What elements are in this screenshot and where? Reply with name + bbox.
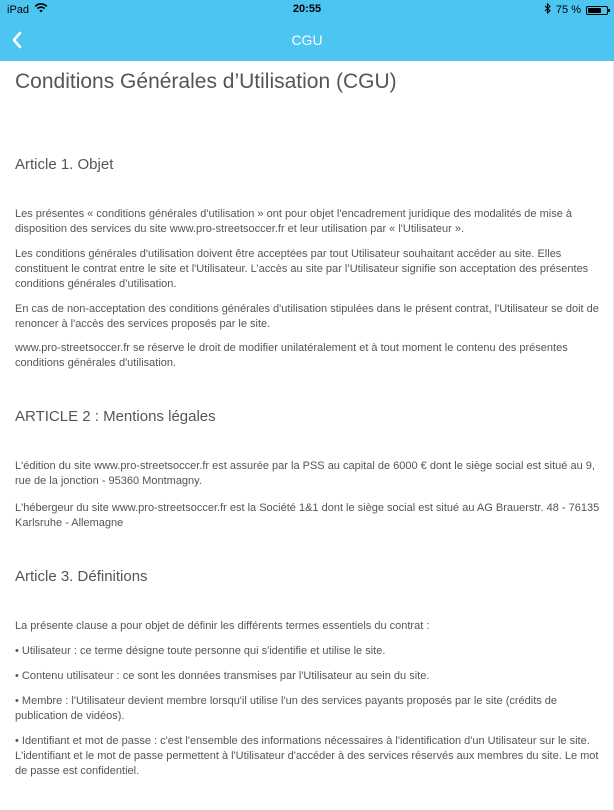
page-title: Conditions Générales d’Utilisation (CGU) xyxy=(15,70,397,93)
article-3-paragraph: La présente clause a pour objet de définir les différents termes essentiels du contrat : xyxy=(15,620,430,632)
article-1-paragraph: En cas de non-acceptation des conditions générales d'utilisation stipulées dans le présent contrat, l'Utilisateur se doit de renoncer à l'accès des services proposés par le site. xyxy=(15,303,599,330)
definition-item: • Membre : l'Utilisateur devient membre lorsqu'il utilise l'un des services payants proposés par le site (crédits de publication de vidéos). xyxy=(15,695,558,722)
definition-item: • Utilisateur : ce terme désigne toute personne qui s'identifie et utilise le site. xyxy=(15,645,386,657)
article-2-paragraph: L'hébergeur du site www.pro-streetsoccer.fr est la Société 1&1 dont le siège social est situé au AG Brauerstr. 48 - 76135 Karlsruhe - Allemagne xyxy=(15,502,600,529)
article-1-paragraph: Les conditions générales d'utilisation doivent être acceptées par tout Utilisateur souhaitant accéder au site. Elles constituent le contrat entre le site et l'Utilisateur. L’accès au site par l’Utilisateur signifie son acceptation des présentes conditions générales d’utilisation. xyxy=(15,248,589,290)
article-2-heading: ARTICLE 2 : Mentions légales xyxy=(15,408,216,425)
status-time: 20:55 xyxy=(292,3,322,15)
article-2-paragraph: L'édition du site www.pro-streetsoccer.fr est assurée par la PSS au capital de 6000 € dont le siège social est situé au 9, rue de la jonction - 95360 Montmagny. xyxy=(15,460,595,487)
device-name: iPad xyxy=(7,3,30,16)
definition-item: • Contenu utilisateur : ce sont les données transmises par l'Utilisateur au sein du site. xyxy=(15,670,430,682)
status-bar xyxy=(0,0,614,19)
battery-percentage: 75 % xyxy=(555,4,581,16)
battery-fill xyxy=(588,8,601,13)
article-1-heading: Article 1. Objet xyxy=(15,156,114,173)
nav-title: CGU xyxy=(291,32,323,48)
navigation-bar xyxy=(0,19,614,61)
article-3-heading: Article 3. Définitions xyxy=(15,568,148,585)
article-1-paragraph: Les présentes « conditions générales d'utilisation » ont pour objet l'encadrement juridique des modalités de mise à disposition des services du site www.pro-streetsoccer.fr et leur utilisation par « l'Utilisateur ». xyxy=(15,208,572,235)
battery-icon xyxy=(586,6,608,15)
article-1-paragraph: www.pro-streetsoccer.fr se réserve le droit de modifier unilatéralement et à tout moment le contenu des présentes conditions générales d'utilisation. xyxy=(15,342,568,369)
bluetooth-icon xyxy=(544,3,551,17)
definition-item: • Identifiant et mot de passe : c'est l'ensemble des informations nécessaires à l'identification d'un Utilisateur sur le site. L'identifiant et le mot de passe permettent à l'Utilisateur d'accéder à des services réservés aux membres du site. Le mot de passe est confidentiel. xyxy=(15,735,599,777)
status-right xyxy=(544,3,608,17)
